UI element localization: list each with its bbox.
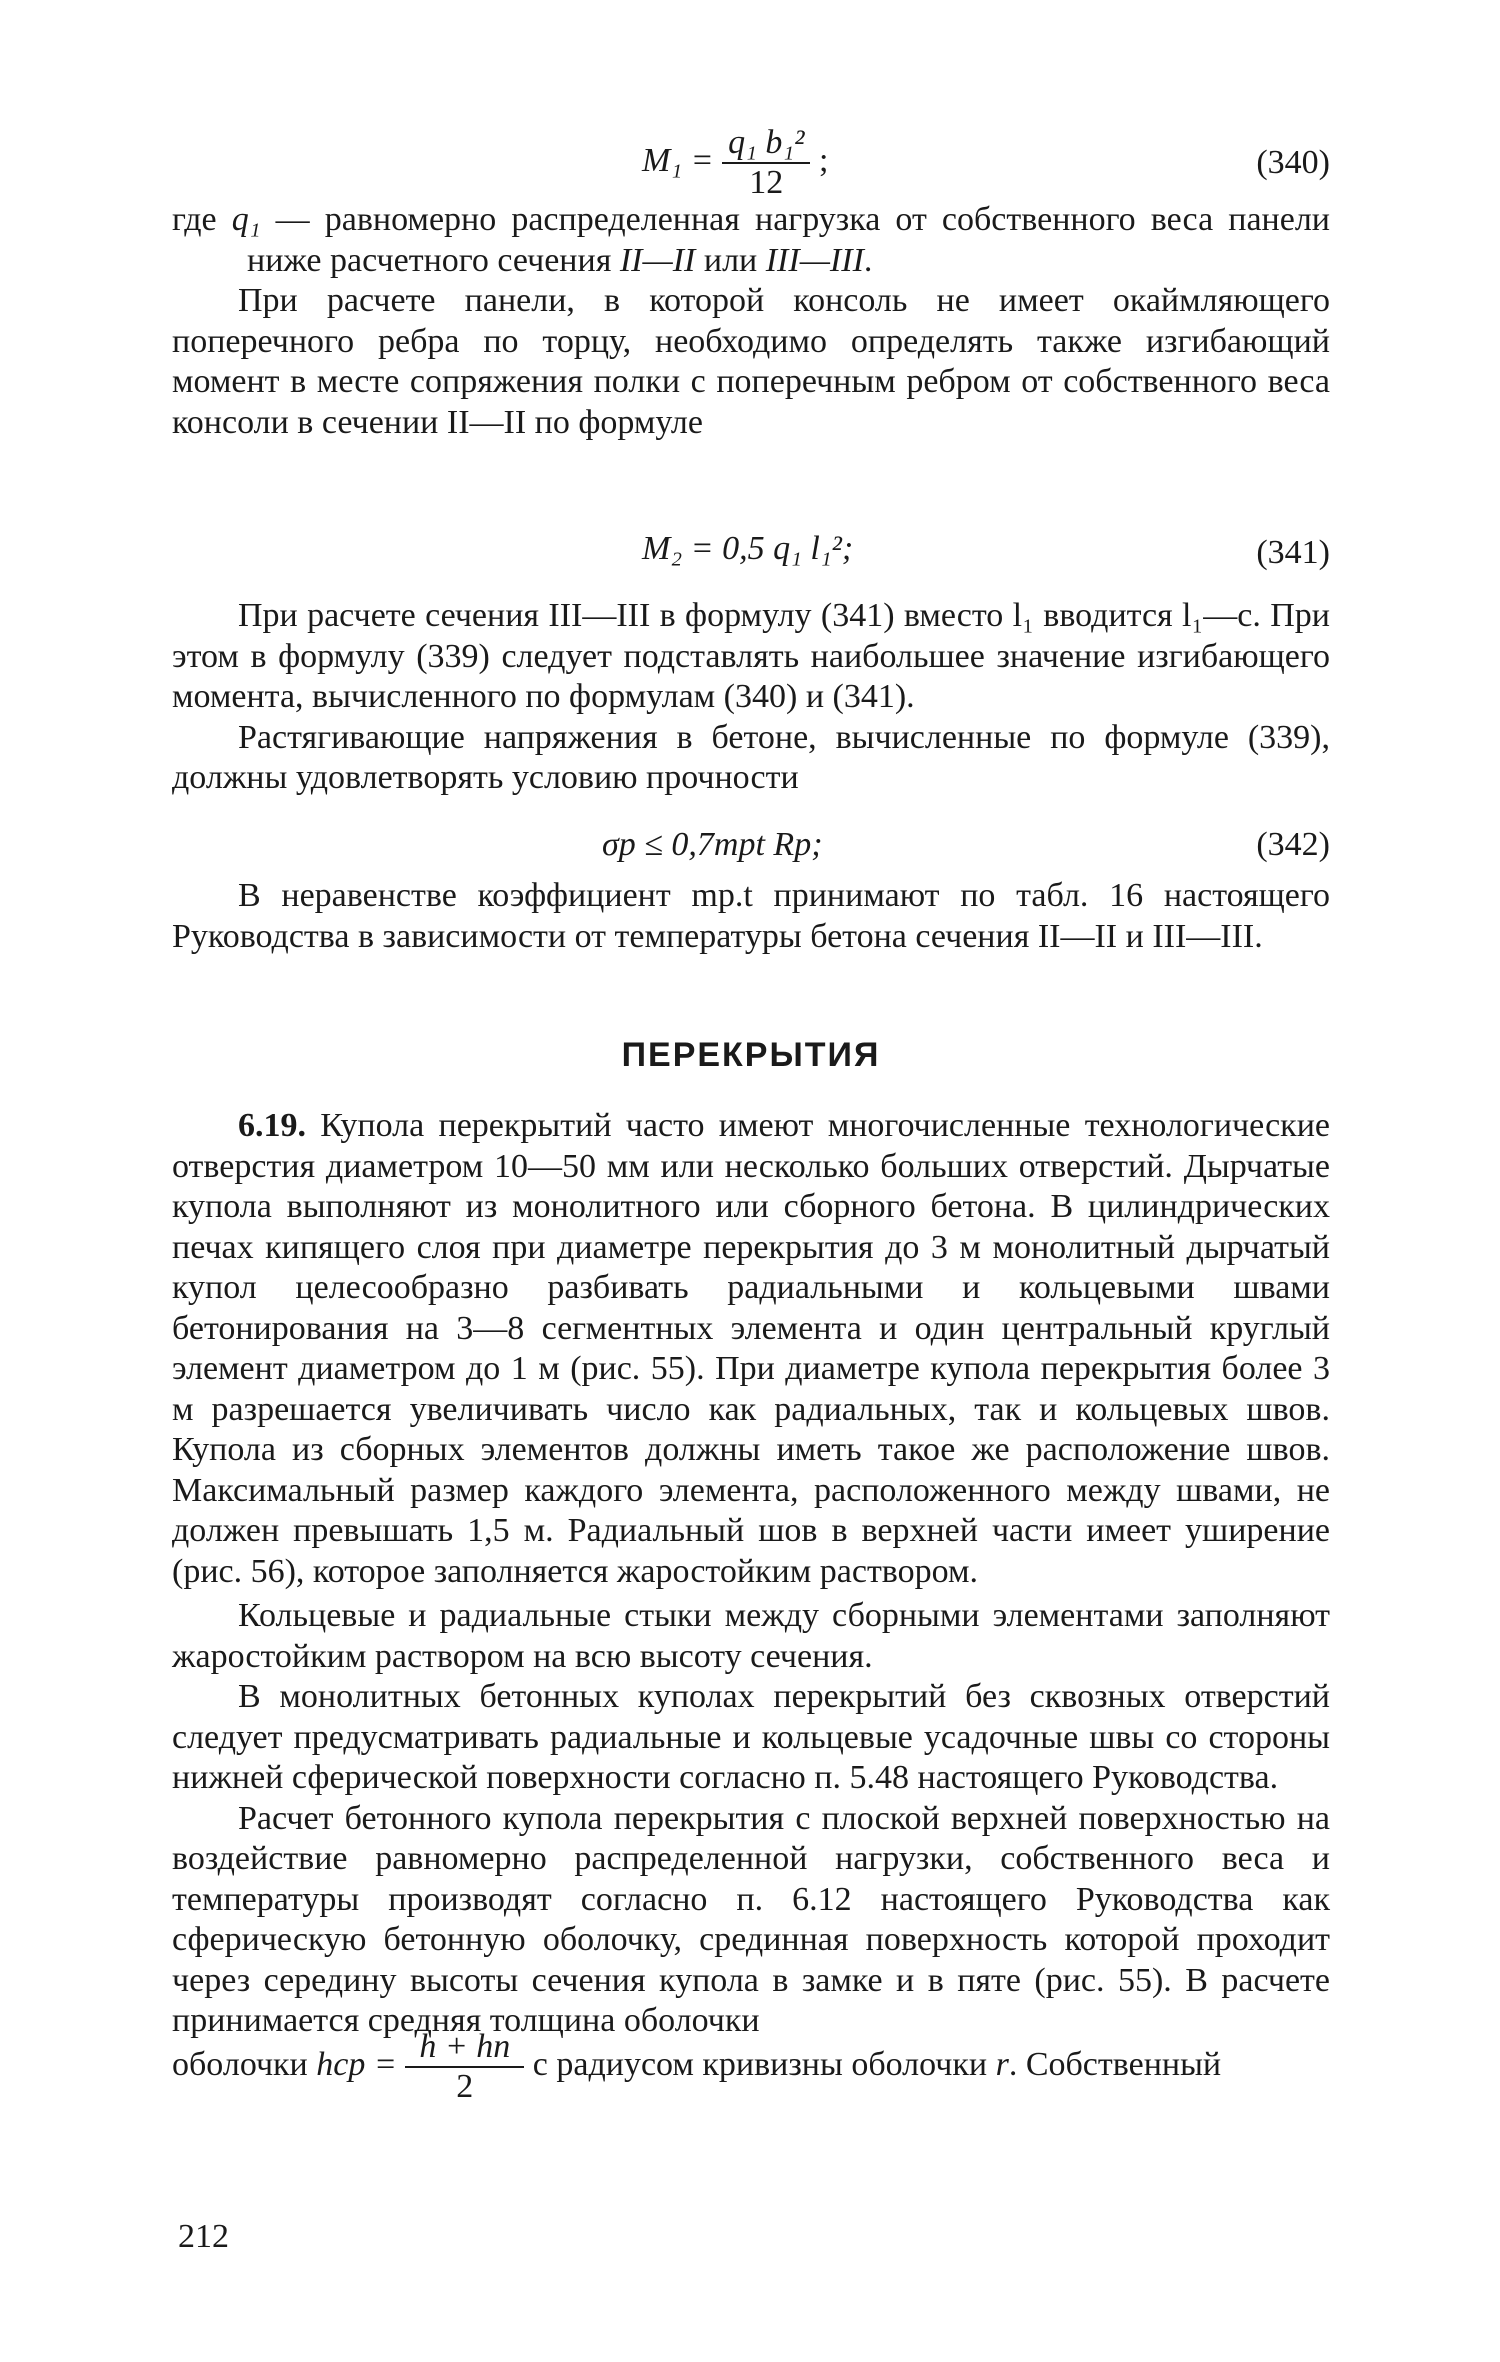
where-section-1: II—II — [619, 241, 696, 279]
where-end: . — [863, 241, 873, 279]
clause-number: 6.19. — [238, 1107, 306, 1144]
paragraph-monolith: В монолитных бетонных куполах перекрытий без сквозных отверстий следует предусматривать радиальные и кольцевые усадочные швы со стороны нижней сферической поверхности согласно п. 5.48 настоящего Руководства. — [172, 1678, 1330, 1796]
paragraph-inequality: В неравенстве коэффициент mp.t принимают по табл. 16 настоящего Руководства в зависимости от температуры бетона сечения II—II и III—III. — [172, 877, 1330, 955]
last-line-end: . Собственный — [1008, 2045, 1222, 2083]
where-section-2: III—III — [765, 241, 864, 279]
section-heading: ПЕРЕКРЫТИЯ — [621, 1036, 881, 1074]
text-block-main — [172, 1106, 1330, 2042]
text-block-mid — [172, 596, 1330, 799]
equation-340-fraction — [722, 124, 810, 202]
paragraph-calculation: Расчет бетонного купола перекрытия с плоской верхней поверхностью на воздействие равномерно распределенной нагрузки, собственного веса и температуры производят согласно п. 6.12 настоящего Руководства как сферическую бетонную оболочку, срединная поверхность которой проходит через середину высоты сечения купола в замке и в пяте (рис. 55). В расчете принимается средняя толщина оболочки — [172, 1799, 1330, 2039]
paragraph-joints: Кольцевые и радиальные стыки между сборными элементами заполняют жаростойким раствором на всю высоту сечения. — [172, 1597, 1330, 1675]
page-number: 212 — [178, 2218, 229, 2255]
equation-340-denominator: 12 — [749, 164, 784, 201]
equation-340-tail: ; — [818, 141, 829, 179]
where-text: — равномерно распределенная нагрузка от собственного веса панели ниже расчетного сечения — [247, 201, 1330, 279]
equation-340 — [172, 112, 1330, 202]
paragraph-tension: Растягивающие напряжения в бетоне, вычисленные по формуле (339), должны удовлетворять условию прочности — [172, 718, 1330, 796]
equation-341-body: M₂ = 0,5 q₁ l₁²; — [642, 530, 854, 567]
last-line-r: r — [995, 2045, 1009, 2083]
paragraph-panel: При расчете панели, в которой консоль не имеет окаймляющего поперечного ребра по торцу, необходимо определять также изгибающий момент в месте сопряжения полки с поперечным ребром от собственного веса консоли в сечении II—II по формуле — [172, 282, 1330, 441]
last-line-pre: оболочки — [172, 2045, 317, 2083]
equation-340-numerator: q₁ b₁² — [722, 124, 810, 164]
equation-342-number: (342) — [1256, 826, 1330, 863]
text-block-top — [172, 200, 1330, 443]
where-clause — [172, 200, 1330, 281]
equation-340-number: (340) — [1256, 144, 1330, 181]
paragraph-6-19 — [172, 1106, 1330, 1592]
equation-341-number: (341) — [1256, 534, 1330, 571]
last-line-denominator: 2 — [456, 2068, 474, 2105]
last-line-numerator: h + hп — [405, 2028, 524, 2068]
last-line-lhs: hср = — [316, 2045, 397, 2083]
where-symbol: q₁ — [231, 201, 261, 238]
last-line-post: с радиусом кривизны оболочки — [532, 2045, 996, 2083]
equation-341 — [172, 530, 1330, 574]
last-line — [172, 2000, 1330, 2105]
equation-340-lhs: M₁ = — [642, 141, 714, 179]
text-block-ineq — [172, 876, 1330, 957]
where-mid: или — [695, 241, 766, 279]
equation-342 — [172, 826, 1330, 870]
where-lead: где — [172, 201, 232, 238]
paragraph-section: При расчете сечения III—III в формулу (341) вместо l₁ вводится l₁—c. При этом в формулу (339) следует подставлять наибольшее значение изгибающего момента, вычисленного по формулам (340) и (341). — [172, 597, 1330, 715]
last-line-fraction — [405, 2028, 524, 2106]
equation-342-body: σp ≤ 0,7mpt Rp; — [602, 826, 823, 863]
clause-text: Купола перекрытий часто имеют многочисленные технологические отверстия диаметром 10—50 мм или несколько больших отверстий. Дырчатые купола выполняют из монолитного или сборного бетона. В цилиндрических печах кипящего слоя при диаметре перекрытия до 3 м монолитный дырчатый купол целесообразно разбивать радиальными и кольцевыми швами бетонирования на 3—8 сегментных элемента и один центральный круглый элемент диаметром до 1 м (рис. 55). При диаметре купола перекрытия более 3 м разрешается увеличивать число как радиальных, так и кольцевых швов. Купола из сборных элементов должны иметь такое же расположение швов. Максимальный размер каждого элемента, расположенного между швами, не должен превышать 1,5 м. Радиальный шов в верхней части имеет уширение (рис. 56), которое заполняется жаростойким раствором. — [172, 1107, 1330, 1590]
